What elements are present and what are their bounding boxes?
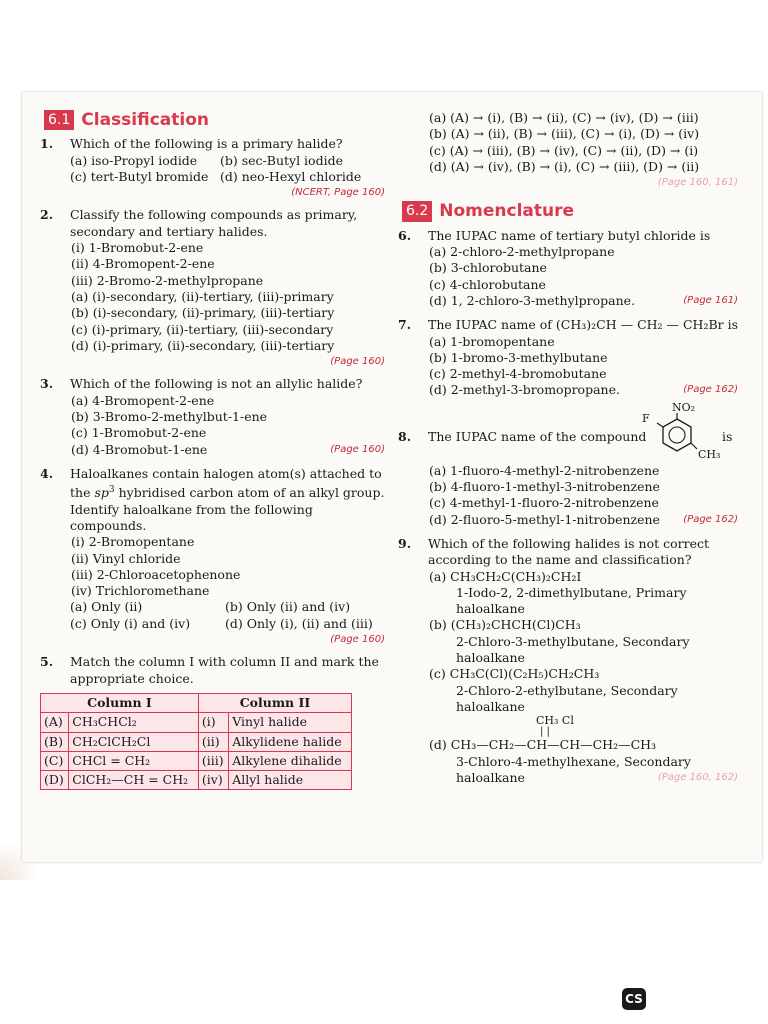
option-d-text: (d) 4-Bromobut-1-ene [71,441,208,457]
page-reference: (Page 161) [683,294,738,306]
option-d [428,382,738,398]
option-d-text: (d) 2-fluoro-5-methyl-1-nitrobenzene [429,511,660,527]
table-cell: (A) [41,713,69,732]
section-title: Classification [81,110,209,130]
question-text: The IUPAC name of the compound [428,428,647,444]
question-8 [398,400,738,528]
question-number: 4. [40,465,54,481]
option-d-name-end: haloalkane [456,769,525,785]
table-cell: (B) [41,732,69,751]
option-c: (c) 2-methyl-4-bromobutane [429,366,607,382]
table-cell: CH₃CHCl₂ [69,713,199,732]
option-b: (b) 4-fluoro-1-methyl-3-nitrobenzene [429,479,660,495]
question-text: Which of the following is not an allylic halide? [70,376,363,392]
option-b: (b) 3-chlorobutane [429,260,547,276]
text-part: hybridised carbon atom of an alkyl group. Identify haloalkane from the following compounds. [70,485,385,533]
question-text-end: is [722,428,733,444]
option-b: (b) 3-Bromo-2-methylbut-1-ene [71,409,268,425]
question-number: 6. [398,227,412,243]
compound-i: (i) 1-Bromobut-2-ene [71,240,204,256]
option-row [70,169,385,185]
option-row [70,153,385,169]
option-c: (c) tert-Butyl bromide [70,168,209,184]
question-number: 3. [40,376,54,392]
superscript: 3 [108,485,115,496]
option-c-name: 2-Chloro-2-ethylbutane, Secondary haloalkane [456,682,678,714]
table-cell: Alkylene dihalide [229,751,352,770]
option-c: (c) (A) → (iii), (B) → (iv), (C) → (ii), (D) → (i) [429,142,699,158]
left-column [40,108,385,796]
table-cell: (i) [198,713,228,732]
option-d-text: (d) 1, 2-chloro-3-methylpropane. [429,292,636,308]
option-a-formula: (a) CH₃CH₂C(CH₃)₂CH₂I [429,568,582,584]
table-header-row [41,693,352,712]
section-number: 6.2 [402,201,432,221]
question-text: Classify the following compounds as primary, secondary and tertiary halides. [70,207,358,239]
text-part: sp [94,485,109,501]
option-a: (a) 2-chloro-2-methylpropane [429,244,615,260]
methyl-group-label: CH₃ [698,447,721,461]
option-row [70,599,385,615]
table-row [41,771,352,790]
table-row [41,751,352,770]
question-8-structure-row [428,400,738,463]
column-header: Column II [198,693,351,712]
option-a: (a) 1-bromopentane [429,333,555,349]
table-cell: Vinyl halide [229,713,352,732]
question-text: Which of the following halides is not correct according to the name and classification? [428,535,710,568]
option-d [70,442,385,458]
option-d: (d) (A) → (iv), (B) → (i), (C) → (iii), (D) → (ii) [429,158,700,174]
option-a: (a) 4-Bromopent-2-ene [71,392,215,408]
question-3 [40,376,385,457]
page-reference: (Page 160) [330,634,385,646]
option-d [428,512,738,528]
question-1 [40,136,385,201]
question-7 [398,317,738,398]
option-c: (c) 4-methyl-1-fluoro-2-nitrobenzene [429,495,659,511]
question-number: 1. [40,136,54,152]
table-row [41,732,352,751]
column-header: Column I [41,693,199,712]
page-reference: (Page 162) [683,384,738,396]
question-number: 9. [398,535,412,551]
option-a: (a) 1-fluoro-4-methyl-2-nitrobenzene [429,462,660,478]
text-part: Haloalkanes contain halogen atom(s) attached to the [70,465,382,501]
option-c: (c) (i)-primary, (ii)-tertiary, (iii)-secondary [71,321,334,337]
option-a: (a) (A) → (i), (B) → (ii), (C) → (iv), (D) → (iii) [429,110,699,125]
option-c: (c) 1-Bromobut-2-ene [71,425,207,441]
question-text: Match the column I with column II and mark the appropriate choice. [70,654,379,686]
question-number: 8. [398,428,412,444]
match-table [40,693,352,790]
compound-iii: (iii) 2-Chloroacetophenone [71,566,241,582]
option-d [428,293,738,309]
question-text: The IUPAC name of tertiary butyl chloride is [428,227,711,243]
page-reference: (NCERT, Page 160) [291,187,385,199]
table-cell: (ii) [198,732,228,751]
option-d: (d) neo-Hexyl chloride [220,168,362,184]
option-b: (b) 1-bromo-3-methylbutane [429,349,608,365]
question-text: The IUPAC name of (CH₃)₂CH — CH₂ — CH₂Br is [428,317,739,333]
question-number: 7. [398,317,412,333]
table-cell: Alkylidene halide [229,732,352,751]
option-c: (c) Only (i) and (iv) [70,615,191,631]
section-classification-heading [44,110,385,130]
option-c-formula: (c) CH₃C(Cl)(C₂H₅)CH₂CH₃ [429,666,600,682]
question-4 [40,466,385,648]
option-b: (b) (i)-secondary, (ii)-primary, (iii)-tertiary [71,305,335,321]
table-cell: (iv) [198,771,228,790]
question-2 [40,207,385,370]
option-a: (a) Only (ii) [70,599,143,615]
table-cell: ClCH₂—CH = CH₂ [69,771,199,790]
table-cell: (D) [41,771,69,790]
camscanner-logo-icon: CS [622,988,646,1010]
fluoro-group-label: F [642,411,650,425]
option-b: (b) Only (ii) and (iv) [225,599,351,615]
right-column [398,110,738,792]
option-d-name-cont [428,770,738,786]
nitro-group-label: NO₂ [672,400,696,414]
page-reference: (Page 160, 161) [657,177,738,189]
compound-iii: (iii) 2-Bromo-2-methylpropane [71,272,264,288]
compound-iv: (iv) Trichloromethane [71,583,210,599]
question-5 [40,654,385,790]
question-6 [398,228,738,309]
option-b: (b) (A) → (ii), (B) → (iii), (C) → (i), (D) → (iv) [429,126,700,142]
table-cell: (C) [41,751,69,770]
option-d: (d) Only (i), (ii) and (iii) [225,615,373,631]
option-d-text: (d) 2-methyl-3-bromopropane. [429,382,620,398]
page-reference: (Page 160) [330,443,385,455]
compound-ii: (ii) Vinyl chloride [71,550,181,566]
page-reference: (Page 160, 162) [657,771,738,783]
question-number: 2. [40,207,54,223]
compound-i: (i) 2-Bromopentane [71,534,195,550]
option-d-substituents: CH₃ Cl [536,714,574,728]
question-text [70,466,385,534]
question-9 [398,536,738,786]
table-cell: CH₂ClCH₂Cl [69,732,199,751]
option-c: (c) 4-chlorobutane [429,276,546,292]
compound-ii: (ii) 4-Bromopent-2-ene [71,256,215,272]
option-b: (b) sec-Butyl iodide [220,152,343,168]
option-a: (a) (i)-secondary, (ii)-tertiary, (iii)-primary [71,288,334,304]
option-row [70,616,385,632]
option-a-name: 1-Iodo-2, 2-dimethylbutane, Primary haloalkane [456,584,687,617]
section-number: 6.1 [44,110,74,130]
question-number: 5. [40,654,54,670]
option-d: (d) (i)-primary, (ii)-secondary, (iii)-tertiary [71,337,335,353]
section-nomenclature-heading [402,201,738,221]
page-reference: (Page 162) [683,513,738,525]
question-text: Which of the following is a primary halide? [70,136,343,152]
table-cell: (iii) [198,751,228,770]
option-a: (a) iso-Propyl iodide [70,152,198,168]
table-cell: CHCl = CH₂ [69,751,199,770]
option-d-bonds: | | [540,726,550,738]
question-5-options [398,110,738,191]
option-d-name: 3-Chloro-4-methylhexane, Secondary [456,753,691,769]
option-d-formula: (d) CH₃—CH₂—CH—CH—CH₂—CH₃ [429,737,657,753]
section-title: Nomenclature [439,201,575,222]
table-row [41,713,352,732]
table-cell: Allyl halide [229,771,352,790]
option-b-name: 2-Chloro-3-methylbutane, Secondary haloalkane [456,633,690,666]
option-b-formula: (b) (CH₃)₂CHCH(Cl)CH₃ [429,617,581,633]
page-reference: (Page 160) [330,356,385,368]
